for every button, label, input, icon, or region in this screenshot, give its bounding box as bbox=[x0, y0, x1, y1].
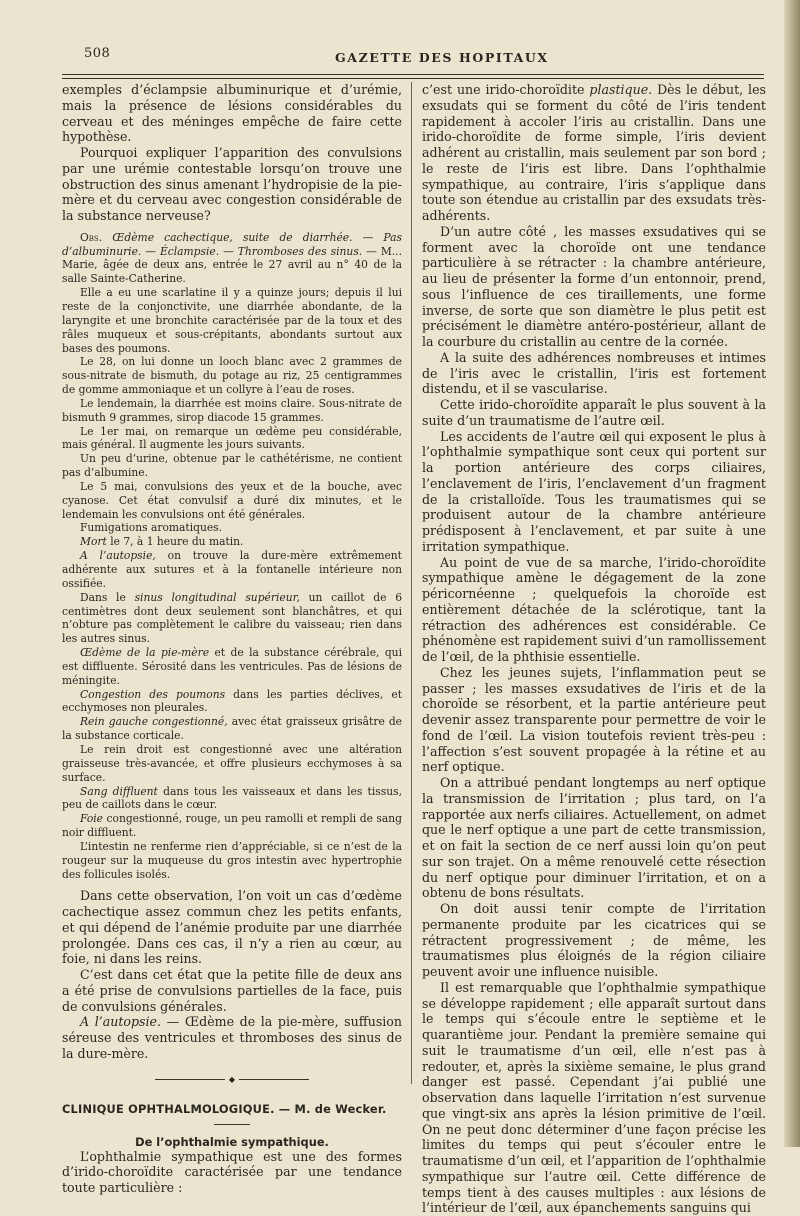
page-number: 508 bbox=[84, 46, 111, 61]
paragraph: c’est une irido-choroïdite plastique. Dès le début, les exsudats qui se forment du côté de l’iris tendent rapidement à accoler l’iris au cristallin. Dans une irido-choroïdite de forme simple, l’iris devient adhérent au cristallin, mais seulement par son bord ; le reste de l’iris est libre. Dans l’ophthalmie sympathique, au contraire, l’iris s’applique dans toute son étendue au cristallin par des exsudats très-adhérents. bbox=[422, 82, 766, 223]
paragraph: L’ophthalmie sympathique est une des formes d’irido-choroïdite caractérisée par une tendance toute particulière : bbox=[62, 1148, 402, 1196]
paragraph: Au point de vue de sa marche, l’irido-choroïdite sympathique amène le dégagement de la zone péricornéenne ; quelquefois la choroïde est entièrement détachée de la sclérotique, tant la rétraction des adhérences est considérable. Ce phénomène est rapidement suivi d’un ramollissement de l’œil, de la phthisie essentielle. bbox=[422, 554, 766, 664]
paragraph: A l’autopsie. — Œdème de la pie-mère, suffusion séreuse des ventricules et thromboses des sinus de la dure-mère. bbox=[62, 1014, 402, 1061]
case-paragraph: Congestion des poumons dans les parties déclives, et ecchymoses non pleurales. bbox=[62, 687, 403, 715]
case-paragraph: Œdème de la pie-mère et de la substance cérébrale, qui est diffluente. Sérosité dans les ventricules. Pas de lésions de méningite. bbox=[62, 646, 402, 687]
article-subtitle: De l’ophthalmie sympathique. bbox=[135, 1134, 329, 1149]
case-paragraph: Foie congestionné, rouge, un peu ramolli et rempli de sang noir diffluent. bbox=[62, 812, 402, 840]
right-column bbox=[422, 82, 766, 1216]
case-paragraph: Le 1er mai, on remarque un œdème peu considérable, mais général. Il augmente les jours suivants. bbox=[62, 424, 402, 452]
case-paragraph: Fumigations aromatiques. bbox=[80, 521, 223, 535]
running-head: GAZETTE DES HOPITAUX bbox=[335, 50, 549, 65]
case-paragraph: Dans le sinus longitudinal supérieur, un caillot de 6 centimètres dont deux seulement sont blanchâtres, et qui n’obture pas complètement le calibre du vaisseau; rien dans les autres sinus. bbox=[62, 590, 402, 646]
paragraph: Dans cette observation, l’on voit un cas d’œdème cachectique assez commun chez les petits enfants, et qui dépend de l’anémie produite par une diarrhée prolongée. Dans ces cas, il n’y a rien au cœur, au foie, ni dans les reins. bbox=[62, 888, 402, 967]
paragraph: Cette irido-choroïdite apparaît le plus souvent à la suite d’un traumatisme de l’autre œil. bbox=[422, 397, 766, 428]
header-rule-top bbox=[62, 74, 764, 75]
section-ornament: ◆ bbox=[62, 1072, 402, 1088]
case-paragraph: Le rein droit est congestionné avec une altération graisseuse très-avancée, et offre plusieurs ecchymoses à sa surface. bbox=[62, 742, 402, 784]
column-separator bbox=[411, 82, 412, 1084]
case-paragraph: Le 5 mai, convulsions des yeux et de la bouche, avec cyanose. Cet état convulsif a duré dix minutes, et le lendemain les convulsions ont été générales. bbox=[62, 479, 402, 521]
paragraph: Il est remarquable que l’ophthalmie sympathique se développe rapidement ; elle apparaît surtout dans le temps qui s’écoule entre le septième et le quarantième jour. Pendant la première semaine qui suit le traumatisme d’un œil, elle n’est pas à redouter, et, après la sixième semaine, le plus grand danger est passé. Cependant j’ai publié une observation dans laquelle l’irritation n’est survenue que vingt-six ans après la lésion primitive de l’œil. On ne peut donc déterminer d’une façon précise les limites du temps qui peut s’écouler entre le traumatisme d’un œil, et l’apparition de l’ophthalmie sympathique sur l’autre œil. Cette différence de temps tient à des causes multiples : aux lésions de l’intérieur de l’œil, aux épanchements sanguins qui bbox=[422, 979, 766, 1216]
case-paragraph: Mort le 7, à 1 heure du matin. bbox=[80, 535, 244, 549]
case-paragraph: Elle a eu une scarlatine il y a quinze jours; depuis il lui reste de la conjonctivite, une diarrhée abondante, de la laryngite et une bronchite caractérisée par de la toux et des râles muqueux et sous-crépitants, abondants surtout aux bases des poumons. bbox=[62, 286, 402, 355]
case-paragraph: Un peu d’urine, obtenue par le cathétérisme, ne contient pas d’albumine. bbox=[62, 452, 402, 480]
left-column bbox=[62, 82, 403, 1196]
page-edge-shadow bbox=[784, 0, 800, 1147]
case-paragraph: Le lendemain, la diarrhée est moins claire. Sous-nitrate de bismuth 9 grammes, sirop diacode 15 grammes. bbox=[62, 396, 402, 424]
paragraph: Chez les jeunes sujets, l’inflammation peut se passer ; les masses exsudatives de l’iris et de la choroïde se résorbent, et la partie antérieure peut devenir assez transparente pour permettre de voir le fond de l’œil. La vision toutefois revient très-peu : l’affection s’est souvent propagée à la rétine et au nerf optique. bbox=[422, 664, 766, 775]
paragraph: A la suite des adhérences nombreuses et intimes de l’iris avec le cristallin, l’iris est fortement distendu, et il se vascularise. bbox=[422, 349, 766, 397]
paragraph: On a attribué pendant longtemps au nerf optique la transmission de l’irritation ; plus tard, on l’a rapportée aux nerfs ciliaires. Actuellement, on admet que le nerf optique a une part de cette transmission, et on fait la section de ce nerf aussi loin qu’on peut sur son trajet. On a même renouvelé cette résection du nerf optique pour diminuer l’irritation, et on a obtenu de bons résultats. bbox=[422, 775, 766, 901]
paragraph: C’est dans cet état que la petite fille de deux ans a été prise de convulsions partielles de la face, puis de convulsions générales. bbox=[62, 967, 402, 1014]
paragraph: Pourquoi expliquer l’apparition des convulsions par une urémie contestable lorsqu’on trouve une obstruction des sinus amenant l’hydropisie de la pie-mère et du cerveau avec congestion considérable de la substance nerveuse? bbox=[62, 145, 402, 223]
paragraph: exemples d’éclampsie albuminurique et d’urémie, mais la présence de lésions considérables du cerveau et des méninges empêche de faire cette hypothèse. bbox=[62, 82, 402, 145]
paragraph: Les accidents de l’autre œil qui exposent le plus à l’ophthalmie sympathique sont ceux qui portent sur la portion antérieure des corps ciliaires, l’enclavement de l’iris, l’enclavement d’un fragment de la cristalloïde. Tous les traumatismes qui se produisent autour de la chambre antérieure prédisposent à l’enclavement, et par suite à une irritation sympathique. bbox=[422, 428, 766, 554]
title-rule bbox=[214, 1124, 250, 1125]
section-title: CLINIQUE OPHTHALMOLOGIQUE. — M. de Wecker. bbox=[62, 1101, 387, 1116]
paragraph: D’un autre côté , les masses exsudatives qui se forment avec la choroïde ont une tendance particulière à se rétracter : la chambre antérieure, au lieu de présenter la forme d’un entonnoir, prend, sous l’influence de ces tiraillements, une forme inverse, de sorte que son diamètre le plus petit est précisément le diamètre antéro-postérieur, allant de la courbure du cristallin au centre de la cornée. bbox=[422, 223, 766, 349]
case-paragraph: Le 28, on lui donne un looch blanc avec 2 grammes de sous-nitrate de bismuth, du potage au riz, 25 centigrammes de gomme ammoniaque et un collyre à l’eau de roses. bbox=[62, 355, 402, 397]
header-rule-bottom bbox=[62, 78, 764, 79]
case-paragraph: Rein gauche congestionné, avec état graisseux grisâtre de la substance corticale. bbox=[62, 715, 402, 743]
paragraph: On doit aussi tenir compte de l’irritation permanente produite par les cicatrices qui se rétractent progressivement ; de même, les traumatismes plus éloignés de la région ciliaire peuvent avoir une influence nuisible. bbox=[422, 901, 766, 979]
case-paragraph: A l’autopsie, on trouve la dure-mère extrêmement adhérente aux sutures et à la fontanelle intérieure non ossifiée. bbox=[62, 549, 402, 590]
case-paragraph: Sang diffluent dans tous les vaisseaux et dans les tissus, peu de caillots dans le cœur. bbox=[62, 784, 403, 812]
observation-heading: Obs. Œdème cachectique, suite de diarrhée. — Pas d’albuminurie. — Éclampsie. — Thromboses des sinus. — M... Marie, âgée de deux ans, entrée le 27 avril au n° 40 de la salle Sainte-Catherine. bbox=[62, 230, 402, 286]
case-paragraph: L’intestin ne renferme rien d’appréciable, si ce n’est de la rougeur sur la muqueuse du gros intestin avec hypertrophie des follicules isolés. bbox=[62, 839, 402, 881]
